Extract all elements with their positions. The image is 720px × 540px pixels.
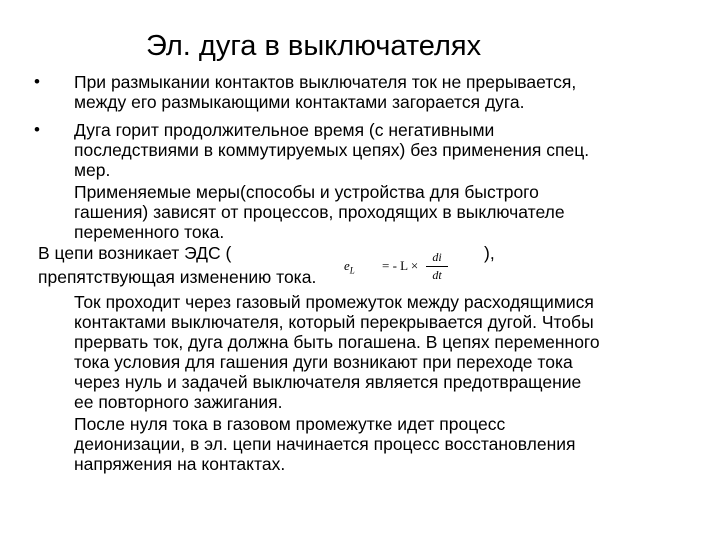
fraction-bar xyxy=(426,266,448,267)
formula-numerator: di xyxy=(432,250,442,264)
formula-operator: = - L × xyxy=(382,258,419,273)
after-line-3: напряжения на контактах. xyxy=(74,454,286,474)
gas-line-4: тока условия для гашения дуги возникают при переходе тока xyxy=(74,352,573,372)
gas-line-6: ее повторного зажигания. xyxy=(74,392,283,412)
bullet-1-line-1: При размыкании контактов выключателя ток не прерывается, xyxy=(74,72,577,92)
measures-line-1: Применяемые меры(способы и устройства для быстрого xyxy=(74,182,539,202)
bullet-1-line-2: между его размыкающими контактами загорается дуга. xyxy=(74,92,525,112)
bullet-2-line-3: мер. xyxy=(74,160,111,180)
emf-continuation: препятствующая изменению тока. xyxy=(38,267,317,287)
bullet-marker: • xyxy=(34,120,40,139)
bullet-marker: • xyxy=(34,72,40,91)
gas-line-2: контактами выключателя, который перекрывается дугой. Чтобы xyxy=(74,312,594,332)
emf-suffix: ), xyxy=(484,243,495,263)
after-line-1: После нуля тока в газовом промежутке идет процесс xyxy=(74,414,506,434)
formula-lhs: $e_L$ xyxy=(344,258,355,276)
measures-line-2: гашения) зависят от процессов, проходящих в выключателе xyxy=(74,202,565,222)
gas-line-1: Ток проходит через газовый промежуток между расходящимися xyxy=(74,292,594,312)
bullet-2-line-1: Дуга горит продолжительное время (с негативными xyxy=(74,120,495,140)
measures-line-3: переменного тока. xyxy=(74,222,225,242)
bullet-2-line-2: последствиями в коммутируемых цепях) без применения спец. xyxy=(74,140,590,160)
after-line-2: деионизации, в эл. цепи начинается процесс восстановления xyxy=(74,434,576,454)
formula-fraction xyxy=(426,250,448,283)
gas-line-3: прервать ток, дуга должна быть погашена. В цепях переменного xyxy=(74,332,600,352)
slide-title: Эл. дуга в выключателях xyxy=(146,30,482,62)
formula-denominator: dt xyxy=(432,268,442,282)
gas-line-5: через нуль и задачей выключателя является предотвращение xyxy=(74,372,582,392)
emf-prefix: В цепи возникает ЭДС ( xyxy=(38,243,232,263)
